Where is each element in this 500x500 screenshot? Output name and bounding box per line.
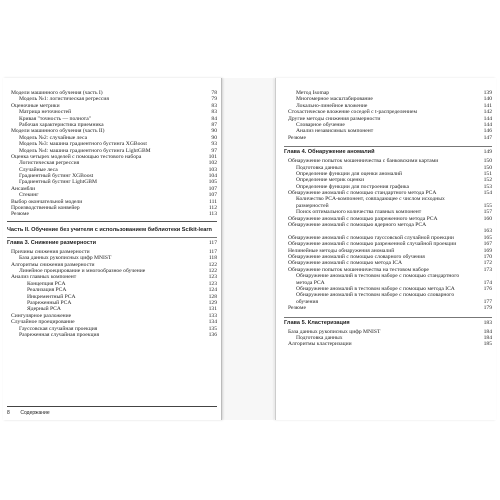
book-gutter bbox=[222, 78, 274, 420]
toc-entry-page: 102 bbox=[208, 160, 217, 167]
toc-entry bbox=[284, 273, 492, 286]
toc-entry-title: Сингулярное разложение bbox=[11, 312, 72, 319]
toc-entry-page: 165 bbox=[483, 234, 492, 241]
toc-entry-page: 185 bbox=[483, 341, 492, 348]
left-page bbox=[3, 78, 222, 420]
toc-entry-title: Количество PCA-компонент, совпадающее с числом исходных размерностей bbox=[296, 196, 445, 209]
toc-entry-page: 151 bbox=[483, 170, 492, 177]
toc-entry-title: Обнаружение аномалий с помощью метода ICA bbox=[288, 260, 403, 267]
toc-entry-title: Подготовка данных bbox=[296, 164, 343, 171]
toc-entry-page: 87 bbox=[211, 121, 217, 128]
toc-entry-page: 105 bbox=[208, 179, 217, 186]
toc-entry-title: Логистическая регрессия bbox=[19, 160, 80, 167]
toc-entry-page: 78 bbox=[211, 90, 217, 96]
toc-entry bbox=[284, 341, 492, 347]
toc-entry-title: Определение метрик оценки bbox=[296, 177, 365, 184]
toc-entry bbox=[284, 222, 492, 235]
toc-entry-title: Инкрементный PCA bbox=[27, 293, 76, 300]
chapter-heading bbox=[7, 240, 217, 247]
toc-entry-title: Кривая "точность — полнота" bbox=[19, 115, 91, 122]
toc-entry-title: Нелинейные методы обнаружения аномалий bbox=[288, 247, 395, 254]
toc-entry-page: 134 bbox=[208, 319, 217, 326]
page-footer bbox=[7, 406, 217, 416]
toc-entry-page: 97 bbox=[211, 147, 217, 154]
toc-entry-page: 140 bbox=[483, 96, 492, 103]
toc-list bbox=[284, 158, 492, 311]
toc-entry-page: 157 bbox=[483, 209, 492, 216]
toc-entry-page: 117 bbox=[208, 248, 217, 255]
toc-entry-title: Модели машинного обучения (часть II) bbox=[11, 128, 105, 135]
toc-entry-title: Гауссовская случайная проекция bbox=[19, 325, 98, 332]
toc-entry-title: Модель №2: случайные леса bbox=[19, 134, 88, 141]
toc-entry-title: Оценка четырех моделей с помощью тестового набора bbox=[11, 153, 142, 160]
toc-entry-page: 177 bbox=[483, 298, 492, 305]
toc-entry-page: 147 bbox=[483, 134, 492, 141]
toc-entry-title: Обнаружение аномалий с помощью стандартного метода PCA bbox=[288, 190, 437, 197]
chapter-page: 183 bbox=[483, 319, 492, 326]
chapter-rule bbox=[7, 237, 217, 238]
toc-entry-title: Концепция PCA bbox=[27, 280, 66, 287]
toc-entry-page: 83 bbox=[211, 102, 217, 109]
toc-entry-page: 150 bbox=[483, 158, 492, 165]
toc-entry-page: 129 bbox=[208, 299, 217, 306]
toc-entry-page: 184 bbox=[483, 334, 492, 341]
toc-entry-page: 153 bbox=[483, 183, 492, 190]
toc-entry-page: 163 bbox=[483, 228, 492, 235]
toc-entry-page: 107 bbox=[208, 192, 217, 199]
toc-entry-page: 173 bbox=[483, 266, 492, 273]
toc-entry-title: Оценочные метрики bbox=[11, 102, 60, 109]
chapter-rule bbox=[284, 146, 492, 147]
toc-entry-title: Обнаружение попыток мошенничества на тестовом наборе bbox=[288, 266, 429, 273]
toc-entry-page: 184 bbox=[483, 328, 492, 335]
toc-entry-title: Алгоритмы кластеризации bbox=[288, 341, 352, 348]
toc-entry-page: 122 bbox=[208, 261, 217, 268]
right-page bbox=[275, 78, 496, 420]
toc-entry bbox=[284, 305, 492, 311]
toc-entry-page: 90 bbox=[211, 134, 217, 141]
toc-entry-title: Случайные леса bbox=[19, 166, 58, 173]
toc-list bbox=[284, 90, 492, 141]
toc-entry-page: 90 bbox=[211, 128, 217, 135]
toc-entry-page: 155 bbox=[483, 202, 492, 209]
toc-entry-title: Реализация PCA bbox=[27, 287, 67, 294]
toc-list bbox=[284, 329, 492, 348]
part-rule bbox=[7, 221, 217, 222]
toc-entry-page: 124 bbox=[208, 287, 217, 294]
toc-entry-page: 123 bbox=[208, 274, 217, 281]
toc-entry-page: 152 bbox=[483, 177, 492, 184]
toc-entry-title: Производственный конвейер bbox=[11, 205, 80, 212]
left-toc bbox=[3, 90, 221, 338]
toc-entry-title: Обнаружение аномалий с помощью гауссовской случайной проекции bbox=[288, 234, 454, 241]
toc-entry-page: 101 bbox=[208, 153, 217, 160]
toc-entry-page: 144 bbox=[483, 115, 492, 122]
toc-entry-title: Поиск оптимального количества главных компонент bbox=[296, 209, 422, 216]
toc-entry-title: Обнаружение аномалий в тестовом наборе с помощью словарного обучения bbox=[296, 292, 455, 305]
toc-entry-title: Обнаружение аномалий с помощью разреженной случайной проекции bbox=[288, 241, 457, 248]
toc-entry bbox=[284, 135, 492, 141]
toc-entry-page: 79 bbox=[211, 96, 217, 103]
toc-entry-title: Обнаружение аномалий с помощью разреженного метода PCA bbox=[288, 215, 438, 222]
toc-entry-title: Определение функции для построения графика bbox=[296, 183, 410, 190]
toc-entry-page: 128 bbox=[208, 293, 217, 300]
toc-entry-page: 136 bbox=[208, 331, 217, 338]
running-head: Содержание bbox=[20, 410, 50, 416]
toc-entry-page: 176 bbox=[483, 285, 492, 292]
toc-entry-page: 169 bbox=[483, 247, 492, 254]
toc-entry-title: Разреженный PCA bbox=[27, 299, 72, 306]
toc-entry-title: Линейное проецирование и многообразное обучение bbox=[19, 267, 146, 274]
toc-entry-title: Обнаружение попыток мошенничества с банковскими картами bbox=[288, 158, 439, 165]
toc-entry-title: Разреженная случайная проекция bbox=[19, 331, 100, 338]
toc-entry-page: 122 bbox=[208, 267, 217, 274]
toc-entry-page: 142 bbox=[483, 109, 492, 116]
toc-entry-title: Рабочая характеристика приемника bbox=[19, 121, 104, 128]
toc-entry-title: Анализ главных компонент bbox=[11, 274, 77, 281]
toc-entry-title: Анализ независимых компонент bbox=[296, 128, 374, 135]
toc-entry-page: 84 bbox=[211, 115, 217, 122]
toc-entry-page: 172 bbox=[483, 260, 492, 267]
toc-entry-title: База данных рукописных цифр MNIST bbox=[288, 328, 381, 335]
toc-entry-title: Матрица неточностей bbox=[19, 109, 72, 116]
chapter-title: Глава 3. Снижение размерности bbox=[7, 239, 97, 246]
toc-entry-title: Причины снижения размерности bbox=[11, 248, 90, 255]
toc-entry-title: Словарное обучение bbox=[296, 121, 345, 128]
chapter-title: Глава 5. Кластеризация bbox=[284, 319, 350, 326]
toc-entry-title: Подготовка данных bbox=[296, 334, 343, 341]
toc-entry-page: 104 bbox=[208, 173, 217, 180]
toc-entry-title: Модели машинного обучения (часть I) bbox=[11, 90, 103, 96]
toc-entry-title: Определение функции для оценки аномалий bbox=[296, 170, 403, 177]
toc-entry-title: Стохастическое вложение соседей с t-распределением bbox=[288, 109, 418, 116]
toc-entry-page: 93 bbox=[211, 141, 217, 148]
toc-entry-title: Резюме bbox=[288, 134, 306, 141]
toc-entry-page: 133 bbox=[208, 312, 217, 319]
toc-entry-page: 83 bbox=[211, 109, 217, 116]
toc-entry-title: Обнаружение аномалий в тестовом наборе с помощью стандартного метода PCA bbox=[296, 273, 460, 286]
chapter-rule bbox=[284, 317, 492, 318]
toc-entry-page: 112 bbox=[208, 205, 217, 212]
toc-entry-title: Резюме bbox=[288, 305, 306, 312]
toc-entry-title: Градиентный бустинг XGBoost bbox=[19, 173, 94, 180]
toc-entry-page: 113 bbox=[208, 211, 217, 218]
toc-entry-title: Многомерное масштабирование bbox=[296, 96, 373, 103]
toc-entry-title: Выбор окончательной модели bbox=[11, 198, 83, 205]
toc-entry-title: Стекинг bbox=[19, 192, 39, 199]
toc-entry bbox=[7, 332, 217, 338]
toc-entry bbox=[284, 196, 492, 209]
toc-entry-title: База данных рукописных цифр MNIST bbox=[19, 255, 112, 262]
toc-entry-title: Случайное проецирование bbox=[11, 319, 75, 326]
chapter-title: Глава 4. Обнаружение аномалий bbox=[284, 149, 375, 156]
toc-entry-title: Другие методы снижения размерности bbox=[288, 115, 381, 122]
right-toc bbox=[276, 90, 496, 348]
toc-entry-title: Модель №3: машина градиентного бустинга XGBoost bbox=[19, 141, 147, 148]
page-number: 8 bbox=[7, 410, 10, 416]
chapter-heading bbox=[284, 320, 492, 327]
toc-entry-page: 146 bbox=[483, 128, 492, 135]
toc-list bbox=[7, 249, 217, 338]
toc-entry bbox=[284, 292, 492, 305]
toc-entry-page: 154 bbox=[483, 190, 492, 197]
toc-entry-title: Ансамбли bbox=[11, 185, 36, 192]
chapter-page: 149 bbox=[483, 149, 492, 156]
toc-entry-title: Обнаружение аномалий с помощью словарного обучения bbox=[288, 254, 425, 261]
toc-entry-page: 170 bbox=[483, 254, 492, 261]
toc-entry-page: 150 bbox=[483, 164, 492, 171]
toc-entry-title: Метод Isomap bbox=[296, 90, 330, 96]
toc-entry-page: 107 bbox=[208, 185, 217, 192]
toc-entry-title: Локально-линейное вложение bbox=[296, 102, 368, 109]
toc-entry-page: 167 bbox=[483, 241, 492, 248]
toc-entry-page: 144 bbox=[483, 121, 492, 128]
toc-entry-page: 139 bbox=[483, 90, 492, 96]
toc-entry-title: Модель №4: машина градиентного бустинга LightGBM bbox=[19, 147, 151, 154]
toc-entry-title: Алгоритмы снижения размерности bbox=[11, 261, 95, 268]
toc-entry-page: 103 bbox=[208, 166, 217, 173]
toc-list bbox=[7, 90, 217, 218]
chapter-page: 117 bbox=[208, 239, 217, 246]
chapter-heading bbox=[284, 149, 492, 156]
toc-entry-page: 160 bbox=[483, 215, 492, 222]
toc-entry-page: 118 bbox=[208, 255, 217, 262]
toc-entry-title: Обнаружение аномалий с помощью ядерного метода PCA bbox=[288, 222, 427, 229]
toc-entry-page: 131 bbox=[208, 306, 217, 313]
toc-entry-page: 123 bbox=[208, 280, 217, 287]
toc-entry-title: Ядерный PCA bbox=[27, 306, 61, 313]
toc-entry-title: Модель №1: логистическая регрессия bbox=[19, 96, 109, 103]
toc-entry-page: 135 bbox=[208, 325, 217, 332]
toc-entry-title: Резюме bbox=[11, 211, 29, 218]
part-title: Часть II. Обучение без учителя с использованием библиотеки Scikit-learn bbox=[7, 226, 212, 233]
toc-entry-page: 174 bbox=[483, 279, 492, 286]
part-heading bbox=[7, 227, 217, 234]
toc-entry-page: 179 bbox=[483, 305, 492, 312]
toc-entry-page: 141 bbox=[483, 102, 492, 109]
toc-entry-page: 111 bbox=[209, 198, 217, 205]
toc-entry-title: Обнаружение аномалий в тестовом наборе с помощью метода ICA bbox=[296, 285, 455, 292]
toc-entry-title: Градиентный бустинг LightGBM bbox=[19, 179, 97, 186]
toc-entry bbox=[7, 211, 217, 217]
